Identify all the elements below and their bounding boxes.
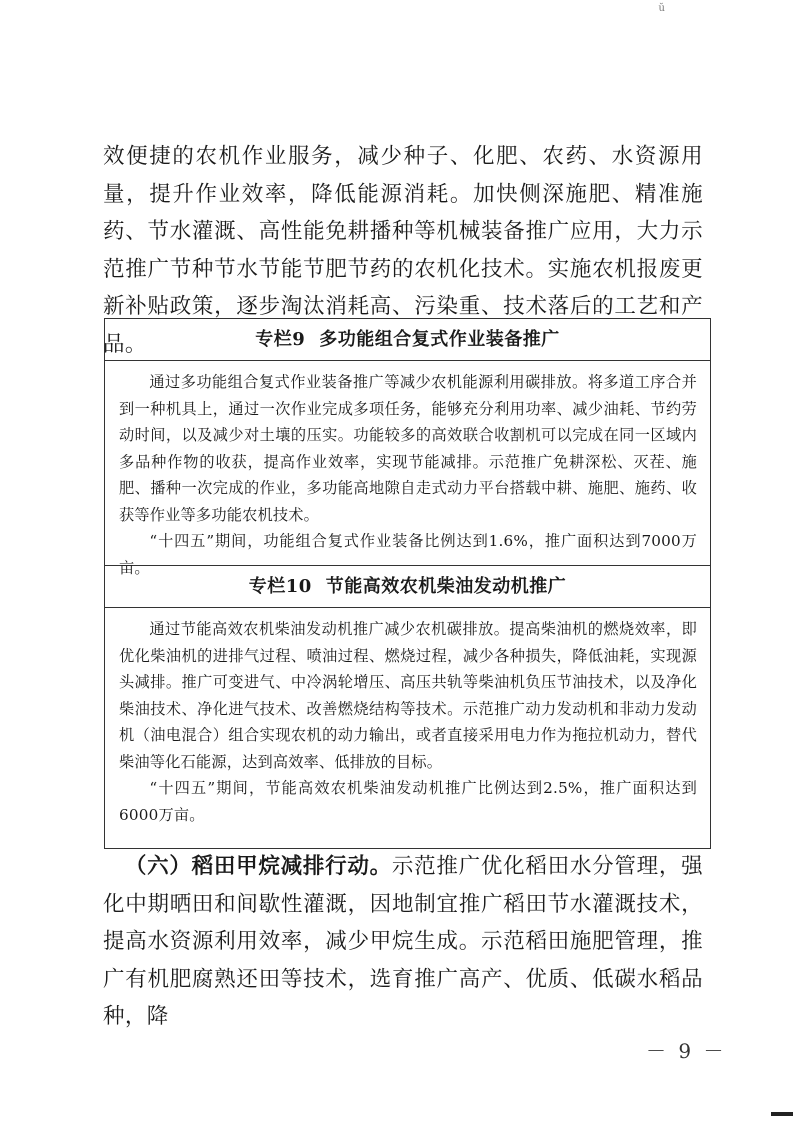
box2-label: 专栏10 [248, 576, 312, 597]
page-number: － 9 － [646, 1039, 727, 1063]
body-paragraph-bottom [103, 848, 703, 1036]
body-paragraph-top: 效便捷的农机作业服务，减少种子、化肥、农药、水资源用量，提升作业效率，降低能源消耗。加快侧深施肥、精准施药、节水灌溉、高性能免耕播种等机械装备推广应用，大力示范推广节种节水节能节肥节药的农机化技术。实施农机报废更新补贴政策，逐步淘汰消耗高、污染重、技术落后的工艺和产品。 [103, 144, 703, 357]
corner-mark: ŭ [658, 3, 665, 14]
box1-paragraph-1: 通过多功能组合复式作业装备推广等减少农机能源利用碳排放。将多道工序合并到一种机具上，通过一次作业完成多项任务，能够充分利用功率、减少油耗、节约劳动时间，以及减少对土壤的压实。功能较多的高效联合收割机可以完成在同一区域内多品种作物的收获，提高作业效率，实现节能减排。示范推广免耕深松、灭茬、施肥、播种一次完成的作业，多功能高地隙自走式动力平台搭载中耕、施肥、施药、收获等作业等多功能农机技术。 [119, 373, 697, 524]
box2-title [105, 566, 710, 608]
edge-mark [771, 1112, 793, 1116]
section-heading: （六）稻田甲烷减排行动。 [124, 854, 392, 879]
box1-label: 专栏9 [255, 329, 306, 350]
box2-body [105, 608, 710, 828]
section-text: 示范推广优化稻田水分管理，强化中期晒田和间歇性灌溉，因地制宜推广稻田节水灌溉技术，提高水资源利用效率，减少甲烷生成。示范稻田施肥管理，推广有机肥腐熟还田等技术，选育推广高产、优质、低碳水稻品种，降 [103, 854, 703, 1029]
box1-body [105, 361, 710, 577]
box2-paragraph-2: “十四五”期间，节能高效农机柴油发动机推广比例达到2.5%，推广面积达到6000万亩。 [119, 779, 697, 824]
box1-heading: 多功能组合复式作业装备推广 [319, 329, 560, 350]
box1-title [105, 319, 710, 361]
feature-boxes [104, 318, 711, 849]
box2-heading: 节能高效农机柴油发动机推广 [325, 576, 567, 597]
box1-paragraph-2: “十四五”期间，功能组合复式作业装备比例达到1.6%，推广面积达到7000万亩。 [119, 532, 697, 577]
box2-paragraph-1: 通过节能高效农机柴油发动机推广减少农机碳排放。提高柴油机的燃烧效率，即优化柴油机的进排气过程、喷油过程、燃烧过程，减少各种损失，降低油耗，实现源头减排。推广可变进气、中冷涡轮增压、高压共轨等柴油机负压节油技术，以及净化柴油技术、净化进气技术、改善燃烧结构等技术。示范推广动力发动机和非动力发动机（油电混合）组合实现农机的动力输出，或者直接采用电力作为拖拉机动力，替代柴油等化石能源，达到高效率、低排放的目标。 [119, 620, 697, 771]
